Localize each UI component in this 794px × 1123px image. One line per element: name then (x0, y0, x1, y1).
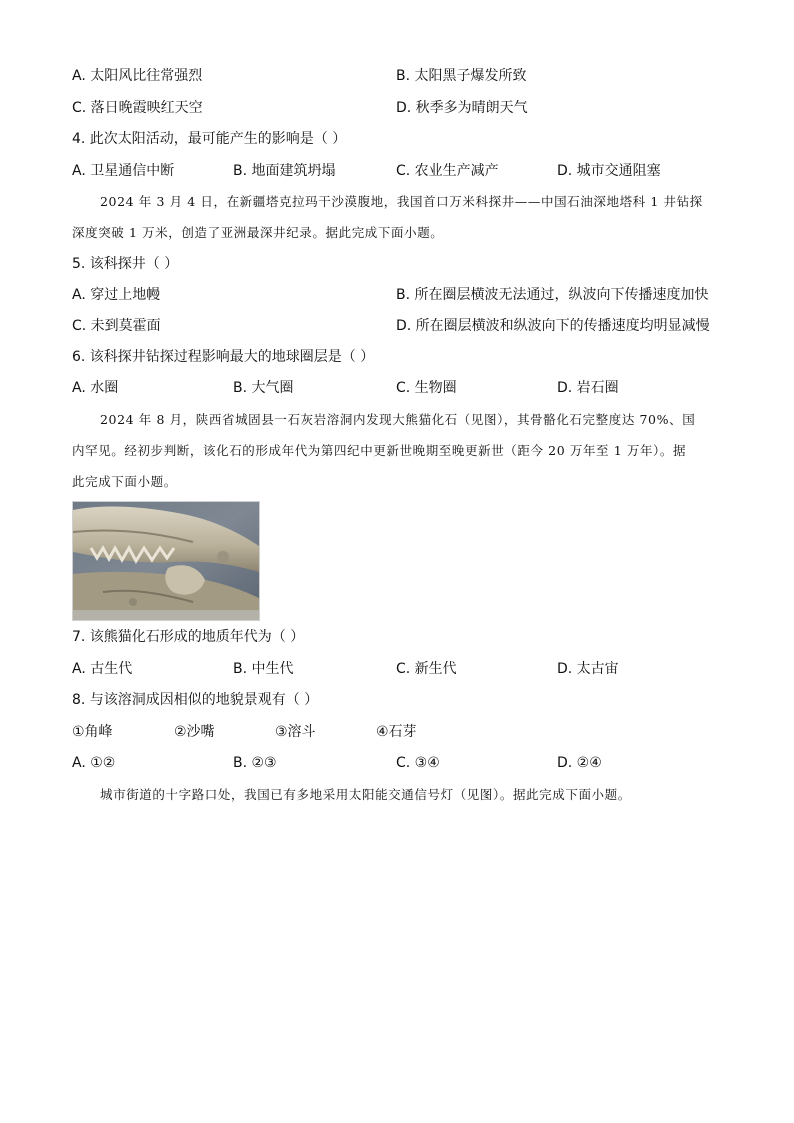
passage2-line3: 此完成下面小题。 (72, 474, 177, 489)
q5-stem: 5. 该科探井（ ） (72, 256, 179, 272)
q4-option-d: D. 城市交通阻塞 (557, 163, 661, 179)
q7-option-a: A. 古生代 (72, 661, 133, 677)
q6-option-b: B. 大气圈 (233, 380, 294, 396)
q5-option-d: D. 所在圈层横波和纵波向下的传播速度均明显减慢 (396, 318, 710, 334)
q4-option-a: A. 卫星通信中断 (72, 163, 175, 179)
q7-option-b: B. 中生代 (233, 661, 294, 677)
q7-stem: 7. 该熊猫化石形成的地质年代为（ ） (72, 629, 305, 645)
q3-option-b: B. 太阳黑子爆发所致 (396, 68, 527, 84)
q8-option-d: D. ②④ (557, 755, 602, 771)
q8-option-c: C. ③④ (396, 755, 440, 771)
passage1-line2: 深度突破 1 万米，创造了亚洲最深井纪录。据此完成下面小题。 (72, 225, 444, 240)
passage3-line1: 城市街道的十字路口处，我国已有多地采用太阳能交通信号灯（见图）。据此完成下面小题。 (100, 787, 631, 802)
q6-option-d: D. 岩石圈 (557, 380, 619, 396)
q3-option-a: A. 太阳风比往常强烈 (72, 68, 203, 84)
q6-option-c: C. 生物圈 (396, 380, 457, 396)
q8-option-b: B. ②③ (233, 755, 277, 771)
q4-option-c: C. 农业生产减产 (396, 163, 499, 179)
q3-option-c: C. 落日晚霞映红天空 (72, 100, 203, 116)
passage1-line1: 2024 年 3 月 4 日，在新疆塔克拉玛干沙漠腹地，我国首口万米科探井——中国石油深地塔科 1 井钻探 (100, 194, 703, 209)
q5-option-a: A. 穿过上地幔 (72, 287, 161, 303)
q8-item-4: ④石芽 (376, 724, 417, 740)
q6-option-a: A. 水圈 (72, 380, 119, 396)
q7-option-d: D. 太古宙 (557, 661, 619, 677)
q4-option-b: B. 地面建筑坍塌 (233, 163, 336, 179)
q7-option-c: C. 新生代 (396, 661, 457, 677)
q8-option-a: A. ①② (72, 755, 116, 771)
q3-option-d: D. 秋季多为晴朗天气 (396, 100, 528, 116)
passage2-line1: 2024 年 8 月，陕西省城固县一石灰岩溶洞内发现大熊猫化石（见图），其骨骼化石完整度达 70%、国 (100, 412, 696, 427)
passage2-line2: 内罕见。经初步判断，该化石的形成年代为第四纪中更新世晚期至晚更新世（距今 20 万年至 1 万年）。据 (72, 443, 687, 458)
q5-option-b: B. 所在圈层横波无法通过，纵波向下传播速度加快 (396, 287, 709, 303)
q6-stem: 6. 该科探井钻探过程影响最大的地球圈层是（ ） (72, 349, 375, 365)
q8-item-1: ①角峰 (72, 724, 113, 740)
panda-fossil-photo (72, 501, 260, 621)
q5-option-c: C. 未到莫霍面 (72, 318, 161, 334)
q4-stem: 4. 此次太阳活动，最可能产生的影响是（ ） (72, 131, 347, 147)
q8-item-3: ③溶斗 (275, 724, 316, 740)
q8-stem: 8. 与该溶洞成因相似的地貌景观有（ ） (72, 692, 319, 708)
q8-item-2: ②沙嘴 (174, 724, 215, 740)
